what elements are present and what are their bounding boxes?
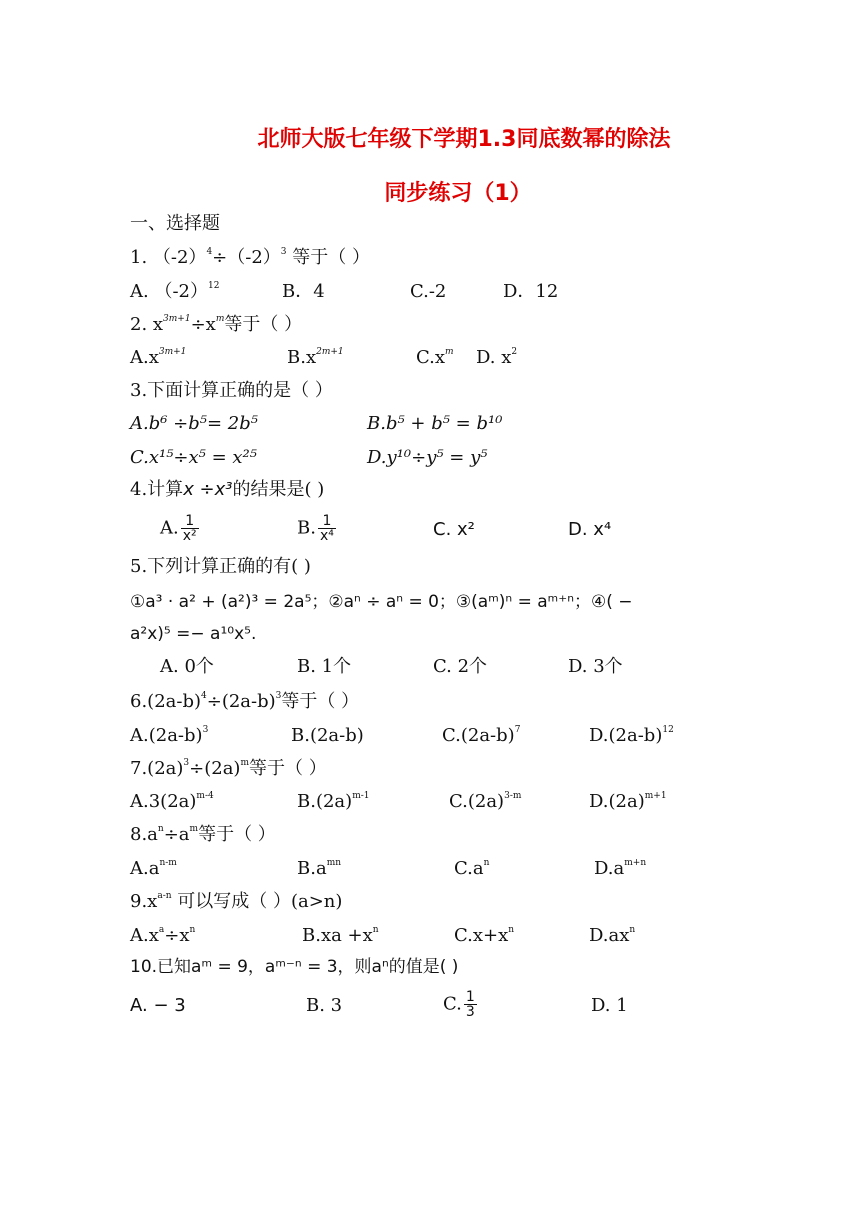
q2-option-d: D. $x^2$: [476, 347, 518, 368]
q5-option-d: D. 3个: [568, 656, 623, 677]
q10-option-b: B. 3: [306, 995, 343, 1016]
q8-option-b: $B.a^{mn}$: [297, 858, 342, 879]
q7-option-b: $B.(2a)^{m-1}$: [297, 791, 370, 812]
question-4: 4.计算x ÷x³的结果是( ): [130, 479, 325, 500]
q4-option-b: B. $\frac{1}{\text{x⁴}}$: [297, 513, 334, 544]
q3-option-d: D.y¹⁰÷y⁵ = y⁵: [367, 447, 488, 468]
q7-option-a: $A.3(2a)^{m-4}$: [130, 791, 214, 812]
q9-option-d: $D.ax^n$: [589, 925, 636, 946]
q6-option-a: $A.(2a-b)^3$: [130, 725, 209, 746]
q9-option-a: $A.x^a\div x^n$: [130, 925, 196, 946]
q8-option-a: $A.a^{n-m}$: [130, 858, 177, 879]
q10-option-a: A. − 3: [130, 995, 186, 1016]
document-title: 北师大版七年级下学期1.3同底数幂的除法: [257, 127, 671, 152]
question-3: 3.下面计算正确的是（ ）: [130, 380, 333, 401]
q3-option-a: A.b⁶ ÷b⁵= 2b⁵: [130, 413, 258, 434]
q6-option-d: $D.(2a-b)^{12}$: [589, 725, 674, 746]
q2-option-a: $A.x^{3m+1}$: [130, 347, 187, 368]
question-10: 10.已知aᵐ = 9，aᵐ⁻ⁿ = 3，则aⁿ的值是( ): [130, 957, 459, 977]
document-subtitle: 同步练习（1）: [384, 181, 532, 206]
q7-option-d: $D.(2a)^{m+1}$: [589, 791, 667, 812]
question-6: $6.(2a-b)^4\div(2a-b)^3$等于（ ）: [130, 691, 360, 712]
q1-option-a: A. $(-2)^{12}$: [130, 281, 220, 302]
fraction: $\frac{1}{\text{x⁴}}$: [319, 513, 334, 544]
q8-option-d: $D.a^{m+n}$: [594, 858, 647, 879]
q5-statements-line2: a²x)⁵ =− a¹⁰x⁵.: [130, 624, 257, 644]
fraction: $\frac{1}{\text{x²}}$: [182, 513, 197, 544]
q6-option-b: B.(2a-b): [291, 725, 364, 746]
section-heading: 一、选择题: [130, 213, 220, 234]
question-8: $8.a^n\div a^m$等于（ ）: [130, 824, 276, 845]
q2-option-c: $C.x^m$: [416, 347, 454, 368]
q2-option-b: $B.x^{2m+1}$: [287, 347, 344, 368]
question-5: 5.下列计算正确的有( ): [130, 556, 311, 577]
fraction: $\frac{1}{3}$: [465, 989, 475, 1020]
question-7: $7.(2a)^3\div(2a)^m$等于（ ）: [130, 758, 327, 779]
question-9: $9.x^{a-n}$ 可以写成（ ）(a>n): [130, 891, 343, 912]
question-2: 2. $x^{3m+1}\div x^m$等于（ ）: [130, 314, 303, 335]
q7-option-c: $C.(2a)^{3-m}$: [449, 791, 522, 812]
q9-option-b: $B.xa +x^n$: [302, 925, 379, 946]
q4-option-d: D. x⁴: [568, 519, 612, 540]
q8-option-c: $C.a^n$: [454, 858, 490, 879]
q5-statements-line1: ①a³ · a² + (a²)³ = 2a⁵；②aⁿ ÷ aⁿ = 0；③(aᵐ)ⁿ = aᵐ⁺ⁿ；④( −: [130, 592, 633, 612]
q1-option-b: B．4: [282, 281, 325, 302]
q4-option-c: C. x²: [433, 519, 475, 540]
q5-option-b: B. 1个: [297, 656, 352, 677]
question-1: 1. $(-2)^4\div(-2)^3$ 等于（ ）: [130, 247, 370, 268]
q10-option-c: C. $\frac{1}{3}$: [443, 989, 475, 1020]
q1-option-c: C.-2: [410, 281, 447, 302]
q3-option-b: B.b⁵ + b⁵ = b¹⁰: [367, 413, 503, 434]
q5-option-c: C. 2个: [433, 656, 488, 677]
q3-option-c: C.x¹⁵÷x⁵ = x²⁵: [130, 447, 257, 468]
q4-option-a: A. $\frac{1}{\text{x²}}$: [160, 513, 197, 544]
q6-option-c: $C.(2a-b)^7$: [442, 725, 521, 746]
q1-option-d: D．12: [503, 281, 559, 302]
q10-option-d: D. 1: [591, 995, 628, 1016]
q5-option-a: A. 0个: [160, 656, 214, 677]
q9-option-c: $C.x+x^n$: [454, 925, 515, 946]
